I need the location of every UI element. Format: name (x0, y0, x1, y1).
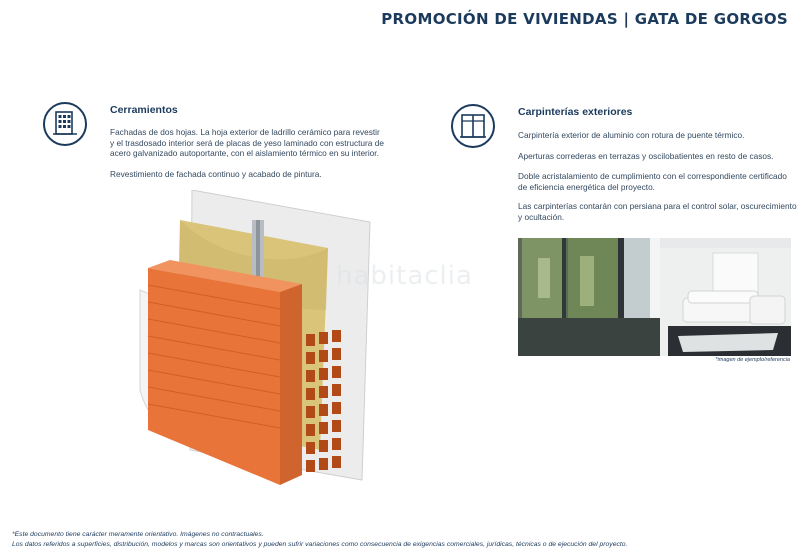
footer-disclaimer-1: *Este documento tiene carácter meramente orientativo. Imágenes no contractuales. (12, 531, 264, 538)
watermark: habitaclia (336, 261, 473, 291)
cerramientos-title: Cerramientos (110, 104, 178, 116)
cerramientos-paragraph-1: Fachadas de dos hojas. La hoja exterior de ladrillo cerámico para revestir y el trasdosado interior será de placas de yeso laminado con estructura de acero galvanizado autoportante, con el aislamiento térmico en su interior. (110, 127, 384, 158)
carpinterias-paragraph-2: Aperturas correderas en terrazas y oscilobatientes en resto de casos. (518, 151, 774, 161)
page-title: PROMOCIÓN DE VIVIENDAS | GATA DE GORGOS (381, 10, 788, 28)
cerramientos-paragraph-2: Revestimiento de fachada continuo y acabado de pintura. (110, 169, 322, 179)
carpinterias-paragraph-4: Las carpinterías contarán con persiana para el control solar, oscurecimiento y ocultación. (518, 201, 797, 222)
building-facade-icon (43, 102, 87, 146)
carpinterias-title: Carpinterías exteriores (518, 106, 633, 118)
carpinterias-paragraph-3: Doble acristalamiento de cumplimiento con el correspondiente certificado de eficiencia energética del proyecto. (518, 171, 787, 192)
interior-photo (518, 238, 791, 356)
carpinterias-paragraph-1: Carpintería exterior de aluminio con rotura de puente térmico. (518, 130, 745, 140)
image-caption: *imagen de ejemplo/referencia (715, 357, 790, 363)
footer-disclaimer-2: Los datos referidos a superficies, distribución, modelos y marcas son orientativos y pueden sufrir variaciones como consecuencia de exigencias comerciales, jurídicas, técnicas o de ejecución del proyecto. (12, 541, 628, 548)
wall-section-illustration (130, 190, 380, 495)
window-frame-icon (451, 104, 495, 148)
